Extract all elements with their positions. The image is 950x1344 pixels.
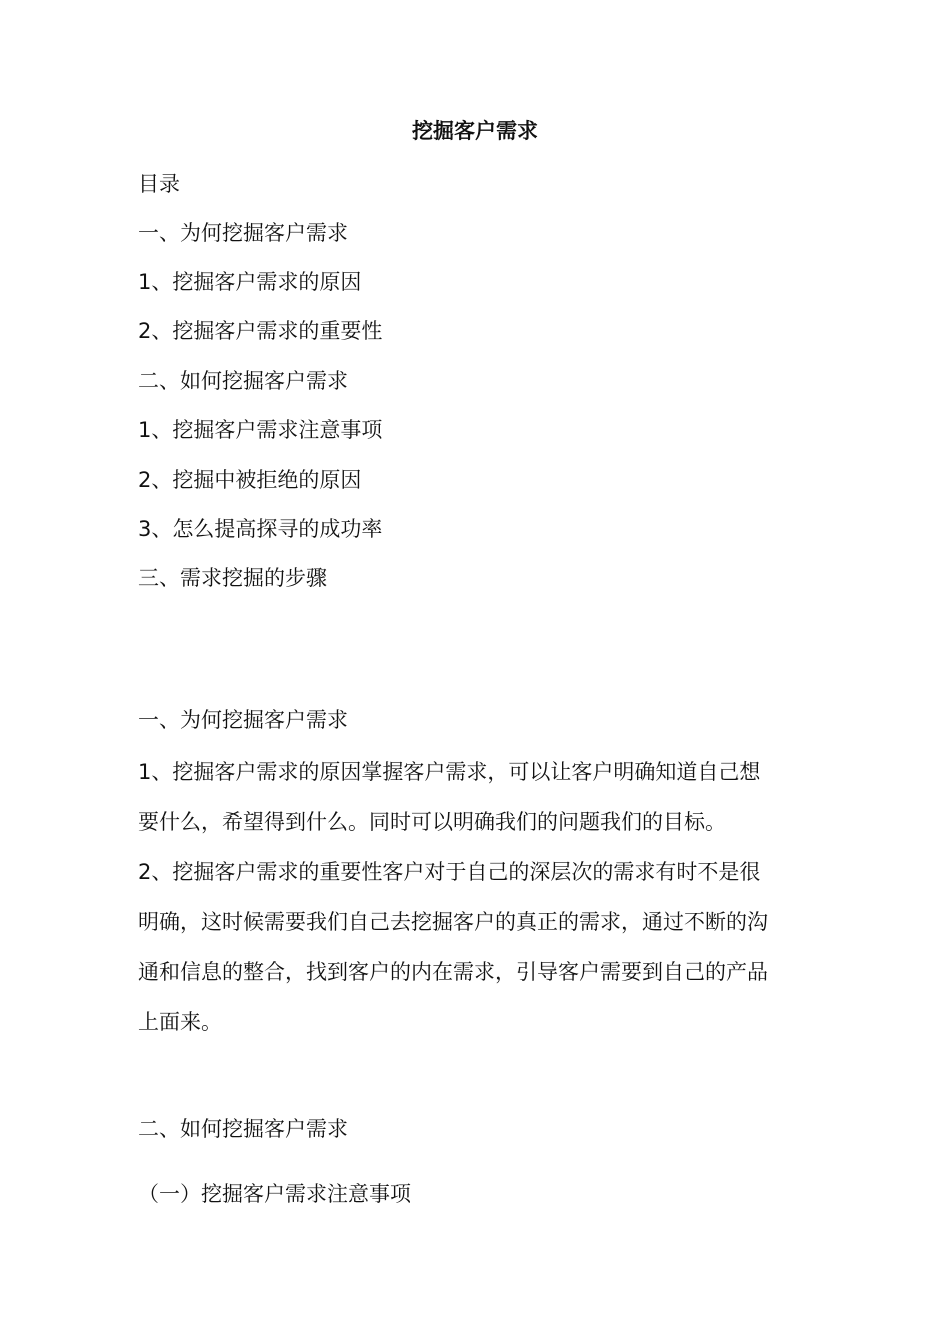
section-subheading: （一）挖掘客户需求注意事项 (138, 1182, 411, 1206)
paragraph-line: 通和信息的整合，找到客户的内在需求，引导客户需要到自己的产品 (138, 960, 768, 984)
toc-item: 一、为何挖掘客户需求 (138, 221, 348, 245)
paragraph-line: 2、挖掘客户需求的重要性客户对于自己的深层次的需求有时不是很 (138, 860, 761, 884)
paragraph-line: 上面来。 (138, 1010, 222, 1034)
paragraph-line: 要什么，希望得到什么。同时可以明确我们的问题我们的目标。 (138, 810, 726, 834)
paragraph-line: 1、挖掘客户需求的原因掌握客户需求，可以让客户明确知道自己想 (138, 760, 761, 784)
section-heading: 二、如何挖掘客户需求 (138, 1117, 348, 1141)
toc-item: 2、挖掘中被拒绝的原因 (138, 468, 362, 492)
section-heading: 一、为何挖掘客户需求 (138, 708, 348, 732)
section1-paragraph-2 (138, 847, 818, 1047)
toc-item: 三、需求挖掘的步骤 (138, 566, 327, 590)
document-title: 挖掘客户需求 (412, 119, 538, 143)
toc-item: 二、如何挖掘客户需求 (138, 369, 348, 393)
toc-heading: 目录 (138, 172, 180, 196)
toc-item: 2、挖掘客户需求的重要性 (138, 319, 383, 343)
paragraph-line: 明确，这时候需要我们自己去挖掘客户的真正的需求，通过不断的沟 (138, 910, 768, 934)
toc-item: 1、挖掘客户需求的原因 (138, 270, 362, 294)
toc-item: 1、挖掘客户需求注意事项 (138, 418, 383, 442)
section1-paragraph-1 (138, 747, 818, 847)
toc-item: 3、怎么提高探寻的成功率 (138, 517, 383, 541)
